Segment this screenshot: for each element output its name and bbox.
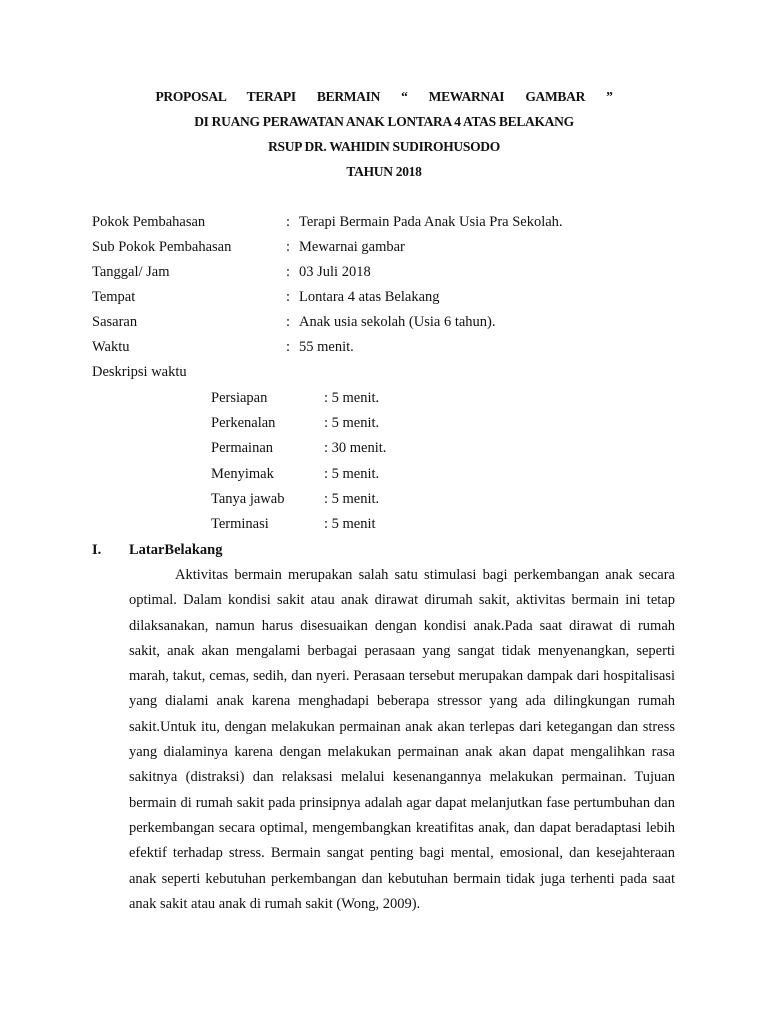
detail-label: Pokok Pembahasan bbox=[92, 214, 206, 230]
detail-row bbox=[92, 260, 692, 285]
detail-row bbox=[92, 210, 692, 235]
detail-label: Tempat bbox=[92, 289, 136, 305]
section-number: I. bbox=[92, 542, 102, 558]
section-title: LatarBelakang bbox=[129, 542, 223, 558]
background-paragraph: Aktivitas bermain merupakan salah satu stimulasi bagi perkembangan anak secara optimal. Dalam kondisi sakit atau anak dirawat dirumah sakit, aktivitas bermain ini tetap dilaksanakan, namun harus disesuaikan dengan kondisi anak.Pada saat dirawat di rumah sakit, anak akan mengalami berbagai perasaan yang sangat tidak menyenangkan, seperti marah, takut, cemas, sedih, dan nyeri. Perasaan tersebut merupakan dampak dari hospitalisasi yang dialami anak karena menghadapi beberapa stressor yang ada dilingkungan rumah sakit.Untuk itu, dengan melakukan permainan anak akan terlepas dari ketegangan dan stress yang dialaminya karena dengan melakukan permainan anak akan dapat mengalihkan rasa sakitnya (distraksi) dan relaksasi melalui kesenangannya melakukan permainan. Tujuan bermain di rumah sakit pada prinsipnya adalah agar dapat melanjutkan fase pertumbuhan dan perkembangan secara optimal, mengembangkan kreatifitas anak, dan dapat beradaptasi lebih efektif terhadap stress. Bermain sangat penting bagi mental, emosional, dan kesejahteraan anak seperti kebutuhan perkembangan dan kebutuhan bermain tidak juga terhenti pada saat anak sakit atau anak di rumah sakit (Wong, 2009). bbox=[129, 567, 675, 912]
detail-label: Waktu bbox=[92, 339, 130, 355]
detail-label: Sasaran bbox=[92, 314, 138, 330]
schedule-row bbox=[211, 462, 511, 487]
detail-colon: : bbox=[286, 239, 291, 255]
schedule-activity: Tanya jawab bbox=[211, 490, 285, 507]
detail-value: 55 menit. bbox=[299, 339, 354, 355]
schedule-duration: : 5 menit bbox=[324, 515, 376, 532]
detail-row bbox=[92, 335, 692, 360]
schedule-duration: : 5 menit. bbox=[324, 490, 380, 507]
schedule-duration: : 5 menit. bbox=[324, 415, 380, 432]
title-line-1: PROPOSAL TERAPI BERMAIN “ MEWARNAI GAMBAR ” bbox=[155, 89, 613, 104]
schedule-duration: : 5 menit. bbox=[324, 465, 380, 482]
schedule-activity: Permainan bbox=[211, 440, 274, 457]
detail-row bbox=[92, 285, 692, 310]
section-heading bbox=[92, 538, 492, 563]
schedule-row bbox=[211, 512, 511, 537]
schedule-duration: : 30 menit. bbox=[324, 440, 387, 457]
title-line-2: DI RUANG PERAWATAN ANAK LONTARA 4 ATAS BELAKANG bbox=[194, 114, 574, 129]
schedule-row bbox=[211, 386, 511, 411]
schedule-activity: Persiapan bbox=[211, 390, 268, 406]
detail-row bbox=[92, 235, 692, 260]
detail-row bbox=[92, 360, 692, 385]
detail-colon: : bbox=[286, 339, 291, 355]
detail-colon: : bbox=[286, 314, 291, 330]
schedule-activity: Menyimak bbox=[211, 465, 274, 482]
schedule-duration: : 5 menit. bbox=[324, 390, 380, 406]
detail-colon: : bbox=[286, 214, 291, 230]
proposal-details bbox=[92, 210, 692, 385]
detail-colon: : bbox=[286, 264, 291, 280]
schedule-row bbox=[211, 487, 511, 512]
detail-value: Lontara 4 atas Belakang bbox=[299, 289, 440, 305]
schedule-activity: Perkenalan bbox=[211, 415, 276, 432]
document-title bbox=[0, 84, 768, 184]
detail-label: Sub Pokok Pembahasan bbox=[92, 239, 232, 255]
schedule-row bbox=[211, 411, 511, 436]
title-line-3: RSUP DR. WAHIDIN SUDIROHUSODO bbox=[268, 139, 500, 154]
detail-value: Terapi Bermain Pada Anak Usia Pra Sekolah. bbox=[299, 214, 563, 230]
title-line-4: TAHUN 2018 bbox=[346, 164, 422, 179]
detail-value: Mewarnai gambar bbox=[299, 239, 405, 255]
detail-label: Tanggal/ Jam bbox=[92, 264, 170, 280]
time-schedule bbox=[211, 386, 511, 537]
schedule-row bbox=[211, 436, 511, 461]
schedule-activity: Terminasi bbox=[211, 515, 269, 532]
detail-row bbox=[92, 310, 692, 335]
detail-label: Deskripsi waktu bbox=[92, 364, 187, 380]
detail-value: 03 Juli 2018 bbox=[299, 264, 371, 280]
detail-value: Anak usia sekolah (Usia 6 tahun). bbox=[299, 314, 496, 330]
detail-colon: : bbox=[286, 289, 291, 305]
